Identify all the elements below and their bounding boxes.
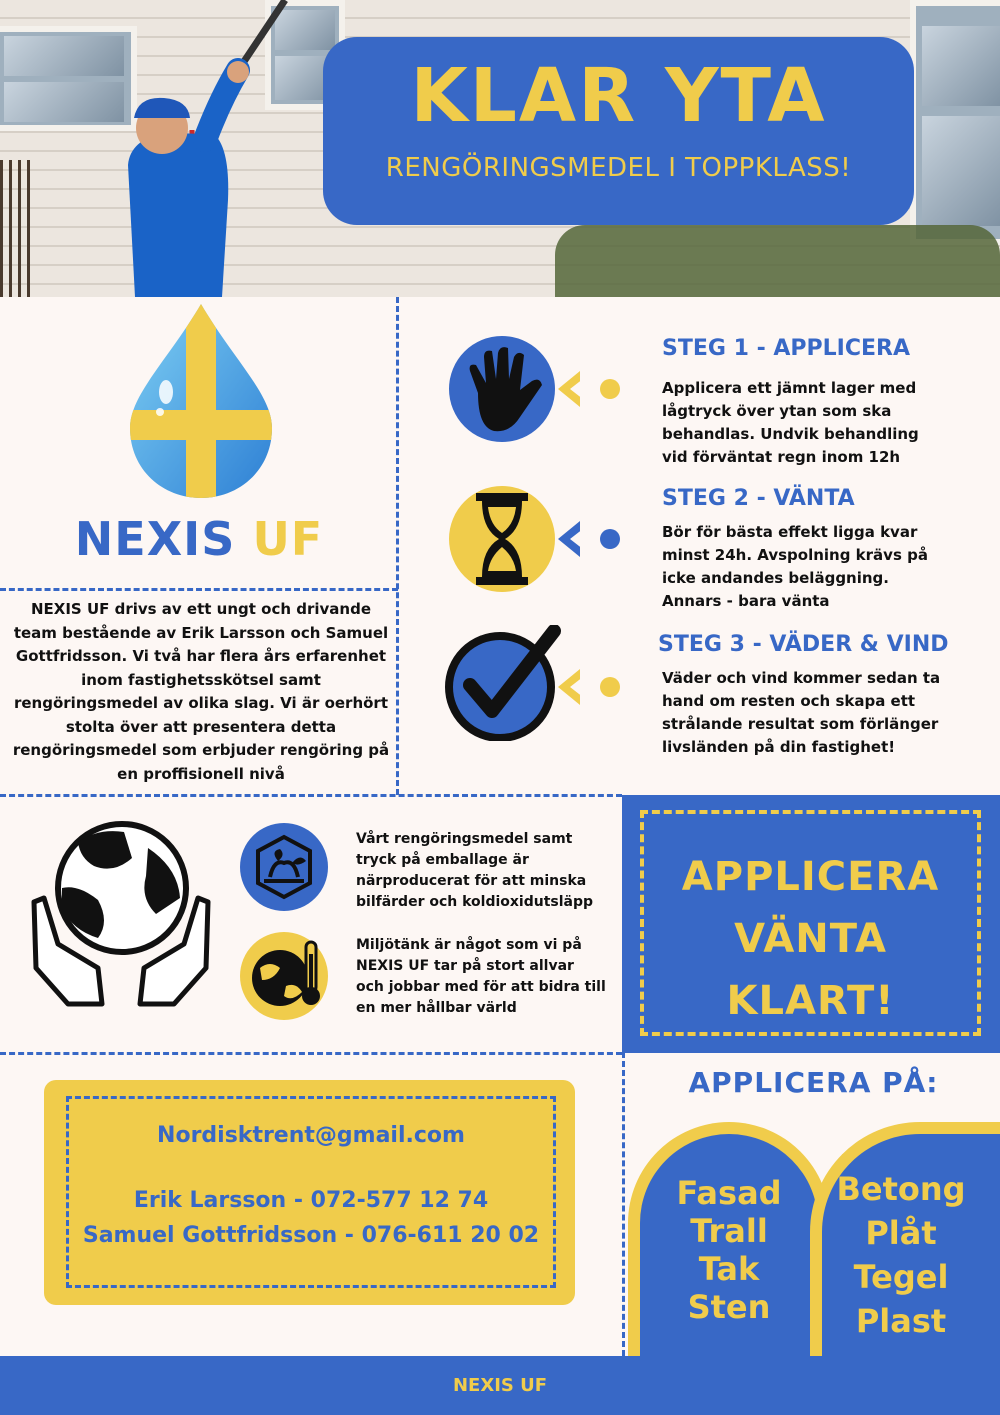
hero-banner [323, 37, 914, 225]
divider-brand [0, 588, 398, 591]
slogan-line-2: VÄNTA [734, 916, 887, 962]
contact-dashed-frame [66, 1096, 556, 1288]
slogan-line-3: KLART! [726, 978, 895, 1024]
step-2-body: Bör för bästa effekt ligga kvar minst 24h. Avspolning krävs på icke andandes beläggning. Annars - bara vänta [662, 523, 928, 610]
eco-text-local: Vårt rengöringsmedel samt tryck på emballage är närproducerat för att minska bilfärder och koldioxidutsläpp [356, 831, 594, 910]
footer [0, 1356, 1000, 1415]
bushes [555, 225, 1000, 297]
plant-icon [240, 823, 330, 913]
globe-in-hands-icon [28, 818, 214, 1008]
surface-left-2: Trall [690, 1212, 768, 1250]
surface-left-1: Fasad [676, 1174, 782, 1212]
step-3-title: STEG 3 - VÄDER & VIND [658, 632, 949, 657]
surface-left-4: Sten [687, 1288, 771, 1326]
fence [0, 160, 30, 297]
step-3-checkmark-icon [444, 625, 624, 741]
surface-right-1: Betong [836, 1170, 966, 1208]
contact-email[interactable]: Nordisktrent@gmail.com [157, 1123, 465, 1148]
worker-with-pressure-washer [110, 0, 320, 297]
step-1-hand-icon [448, 335, 624, 445]
brand-name [0, 512, 398, 566]
step-2-title: STEG 2 - VÄNTA [662, 486, 855, 511]
eco-text-environment: Miljötänk är något som vi på NEXIS UF tar på stort allvar och jobbar med för att bidra till en mer hållbar värld [356, 937, 606, 1016]
divider-vertical-bottom [622, 1052, 625, 1356]
slogan-line-1: APPLICERA [681, 854, 940, 900]
contact-person-1: Erik Larsson - 072-577 12 74 [133, 1188, 489, 1213]
swedish-drop-logo-icon [128, 300, 274, 500]
contact-person-2: Samuel Gottfridsson - 076-611 20 02 [82, 1223, 540, 1248]
surfaces-arch-left [628, 1122, 830, 1356]
footer-text: NEXIS UF [452, 1375, 548, 1396]
divider-middle [0, 794, 622, 797]
intro-text: NEXIS UF drivs av ett ungt och drivande team bestående av Erik Larsson och Samuel Gottfridsson. Vi två har flera års erfarenhet inom fastighetsskötsel samt rengöringsmedel av olika slag. Vi är oerhört stolta över att presentera detta rengöringsmedel som erbjuder rengöring på en proffisionell nivå [12, 600, 390, 783]
slogan-dashed-frame [640, 810, 981, 1036]
globe-thermometer-icon [240, 930, 330, 1020]
hero-photo [0, 0, 1000, 297]
divider-lower [0, 1052, 622, 1055]
hero-title: KLAR YTA [410, 53, 827, 139]
step-1-body: Applicera ett jämnt lager med lågtryck över ytan som ska behandlas. Undvik behandling vid förväntat regn inom 12h [662, 379, 919, 466]
brand-name-nexis: NEXIS [74, 512, 236, 566]
step-2-hourglass-icon [448, 485, 624, 595]
surfaces-arch-right [810, 1122, 1000, 1356]
surface-right-4: Plast [855, 1302, 947, 1340]
hero-subtitle: RENGÖRINGSMEDEL I TOPPKLASS! [385, 153, 852, 183]
step-3-body: Väder och vind kommer sedan ta hand om resten och skapa ett strålande resultat som förlänger livsländen på din fastighet! [662, 669, 941, 756]
surfaces-title: APPLICERA PÅ: [688, 1066, 939, 1099]
surface-left-3: Tak [698, 1250, 760, 1288]
surface-right-3: Tegel [853, 1258, 949, 1296]
surface-right-2: Plåt [865, 1214, 937, 1252]
brand-name-uf: UF [252, 512, 324, 566]
house-window-right [910, 0, 1000, 245]
step-1-title: STEG 1 - APPLICERA [662, 336, 910, 361]
